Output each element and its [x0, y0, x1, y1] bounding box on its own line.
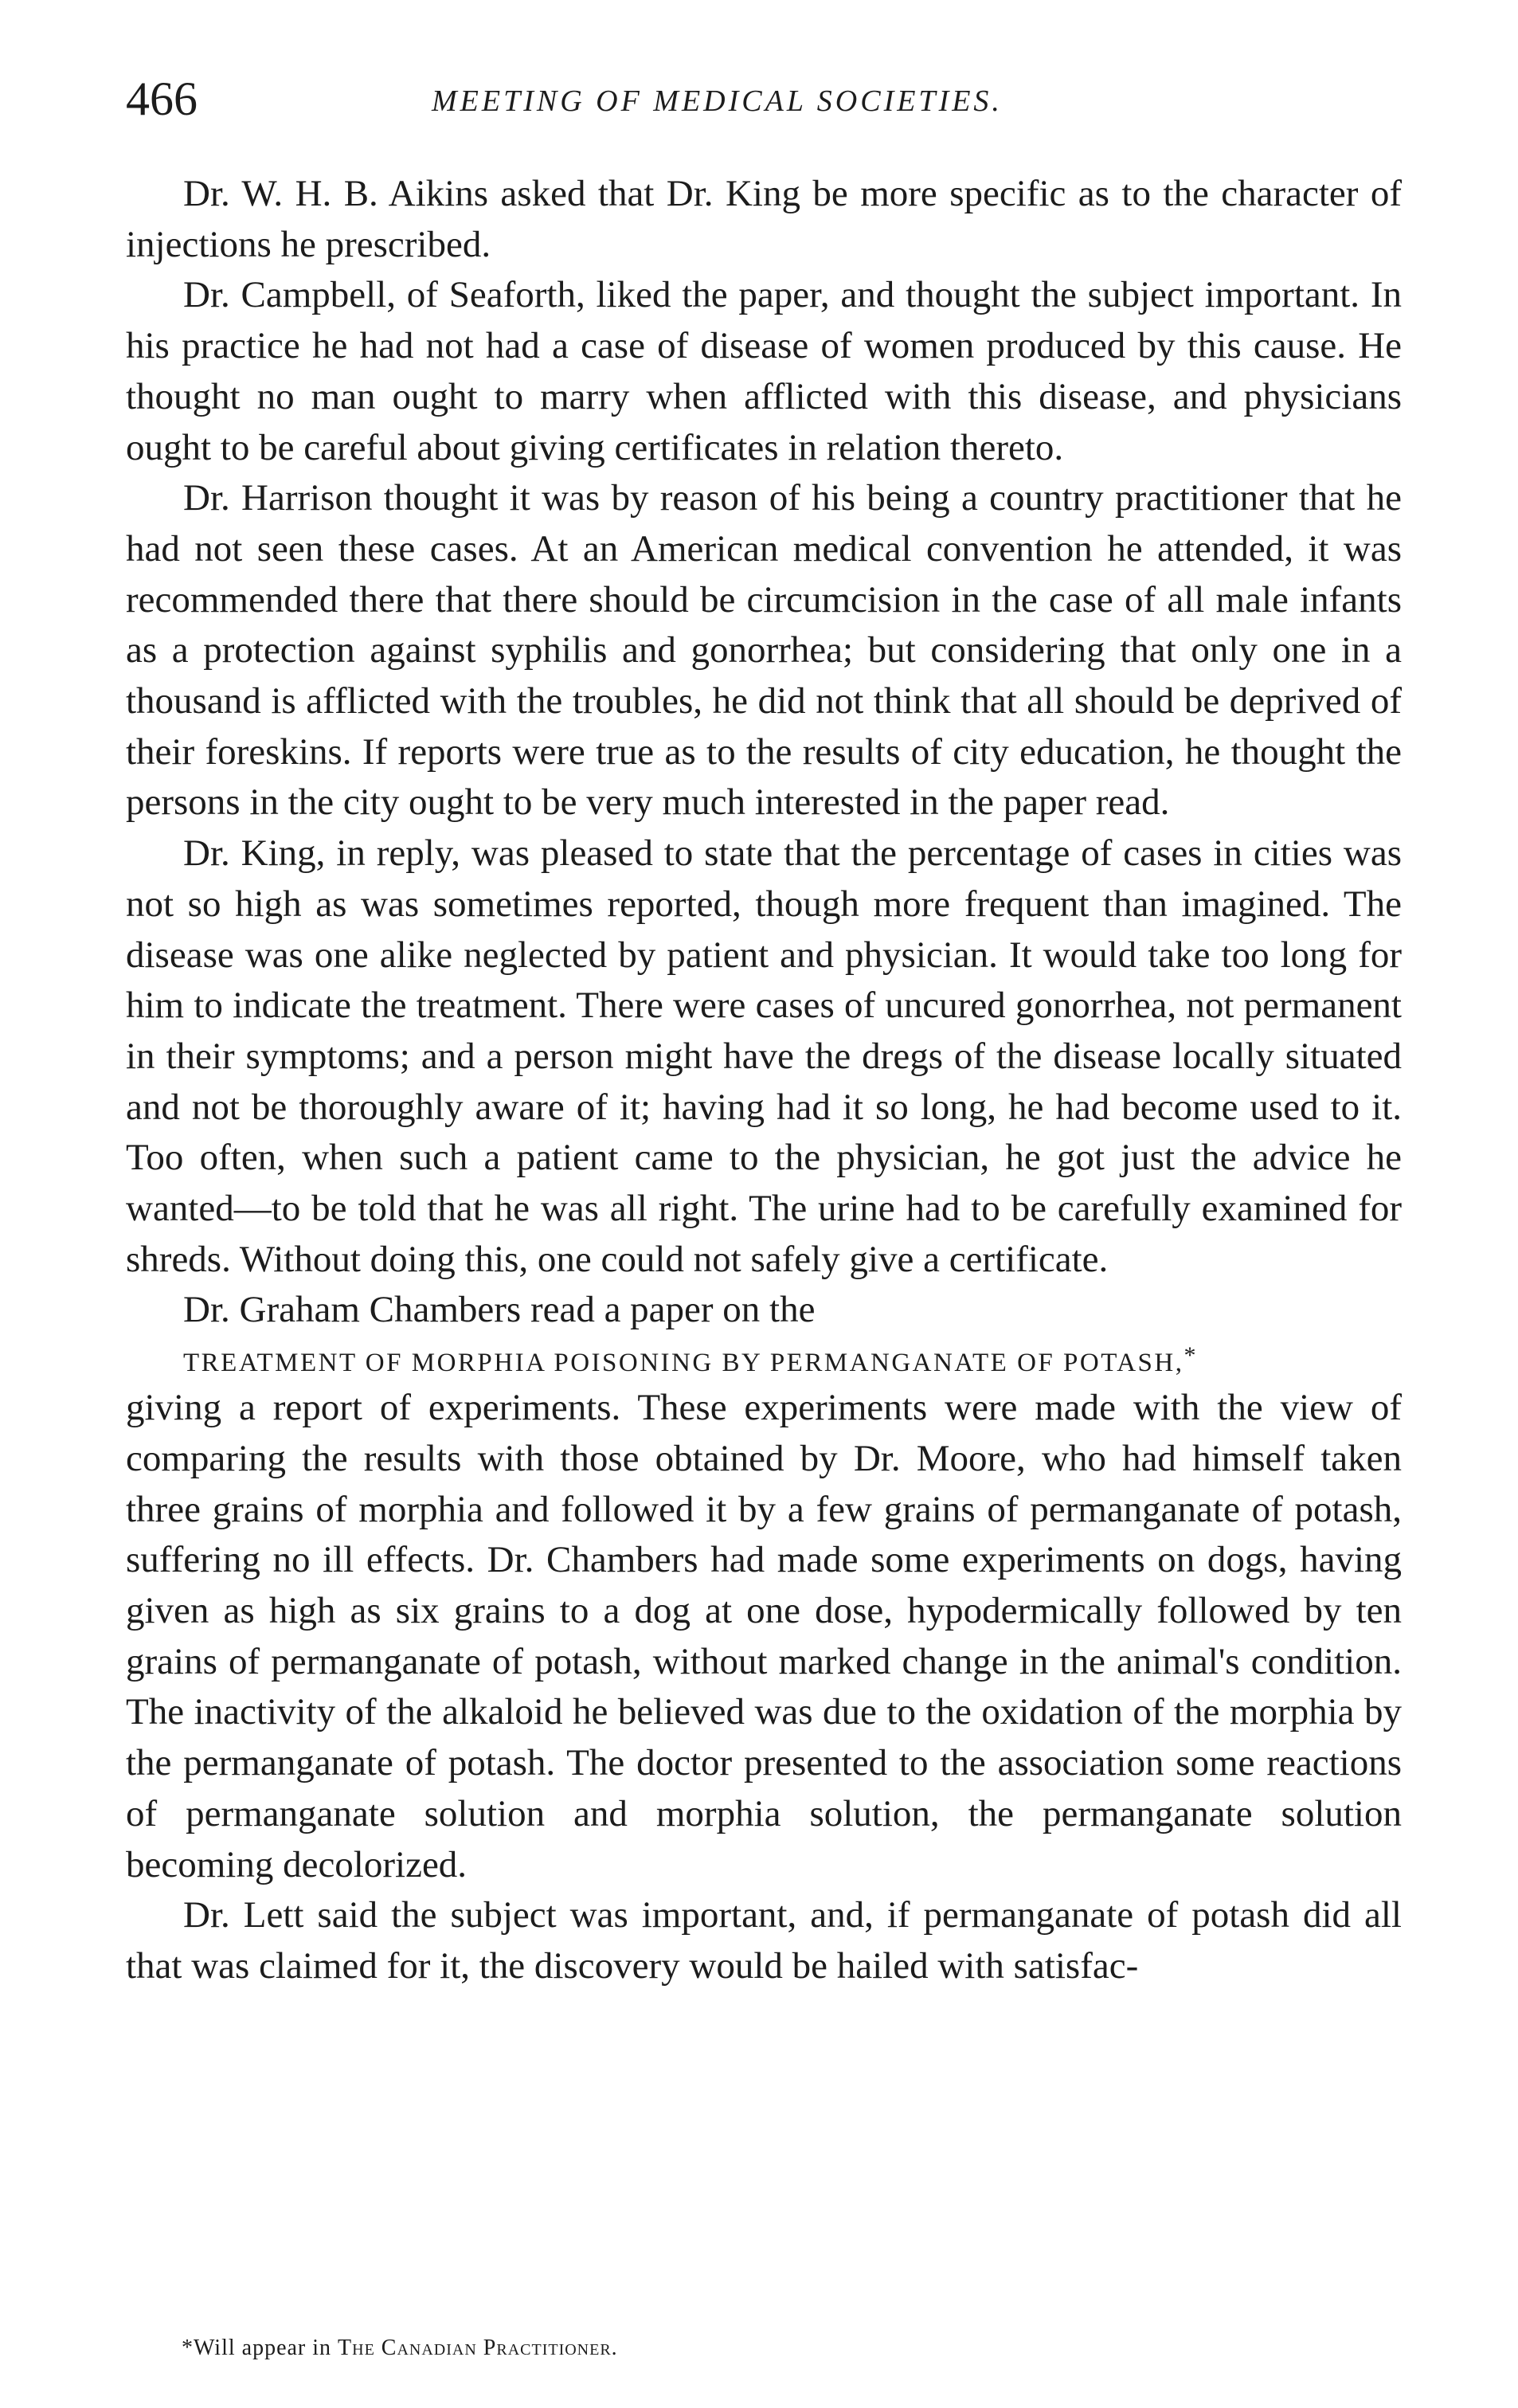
- section-heading: [126, 1336, 1402, 1383]
- running-header: [119, 69, 1410, 132]
- running-title: MEETING OF MEDICAL SOCIETIES.: [432, 84, 1003, 118]
- paragraph-campbell: Dr. Campbell, of Seaforth, liked the paper, and thought the subject important. In his practice he had not had a case of disease of women produced by this cause. He thought no man ought to marry when afflicted with this disease, and physicians ought to be careful about giving certificates in relation thereto.: [126, 274, 1402, 468]
- paragraph-king-reply: Dr. King, in reply, was pleased to state that the percentage of cases in cities was not so high as was sometimes reported, though more frequent than imagined. The disease was one alike neglected by patient and physician. It would take too long for him to indicate the treatment. There were cases of uncured gonorrhea, not permanent in their symptoms; and a person might have the dregs of the disease locally situated and not be thoroughly aware of it; having had it so long, he had become used to it. Too often, when such a patient came to the physician, he got just the advice he wanted—to be told that he was all right. The urine had to be carefully examined for shreds. Without doing this, one could not safely give a certificate.: [126, 832, 1402, 1280]
- paragraph-lett: Dr. Lett said the subject was important, and, if permanganate of potash did all that was claimed for it, the discovery would be hailed with satisfac-: [126, 1894, 1402, 1987]
- page-number: 466: [126, 72, 198, 125]
- paragraph-chambers-experiments: giving a report of experiments. These experiments were made with the view of comparing the results with those obtained by Dr. Moore, who had himself taken three grains of morphia and followed it by a few grains of permanganate of potash, suffering no ill effects. Dr. Chambers had made some experiments on dogs, having given as high as six grains to a dog at one dose, hypodermically followed by ten grains of permanganate of potash, without marked change in the animal's condition. The inactivity of the alkaloid he believed was due to the oxidation of the morphia by the permanganate of potash. The doctor presented to the association some reactions of permanganate solution and morphia solution, the permanganate solution becoming decolorized.: [126, 1387, 1402, 1885]
- paragraph-aikins: Dr. W. H. B. Aikins asked that Dr. King be more specific as to the character of injections he prescribed.: [126, 173, 1402, 265]
- footnote-prefix: *Will appear in: [182, 2336, 338, 2360]
- footnote-journal: The Canadian Practitioner.: [338, 2336, 618, 2360]
- footnote: [182, 2337, 618, 2359]
- body-text: [126, 169, 1402, 1992]
- paragraph-chambers-intro: Dr. Graham Chambers read a paper on the: [183, 1289, 816, 1331]
- section-heading-text: TREATMENT OF MORPHIA POISONING BY PERMANGANATE OF POTASH,: [183, 1349, 1184, 1378]
- footnote-mark: *: [1183, 1342, 1198, 1369]
- paragraph-harrison: Dr. Harrison thought it was by reason of his being a country practitioner that he had not seen these cases. At an American medical convention he attended, it was recommended there that there should be circumcision in the case of all male infants as a protection against syphilis and gonorrhea; but considering that only one in a thousand is afflicted with the troubles, he did not think that all should be deprived of their foreskins. If reports were true as to the results of city education, he thought the persons in the city ought to be very much interested in the paper read.: [126, 477, 1402, 824]
